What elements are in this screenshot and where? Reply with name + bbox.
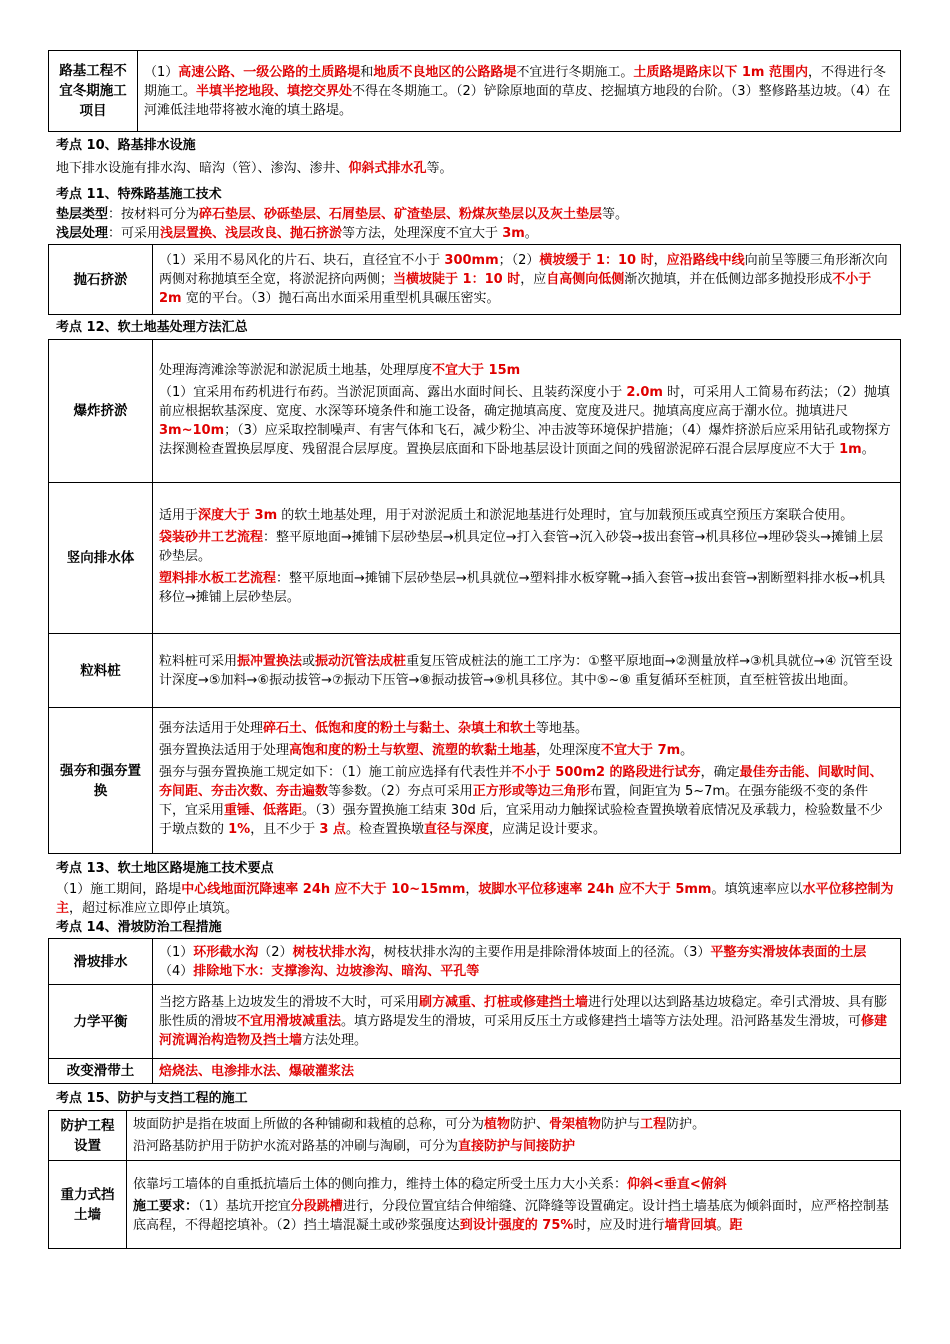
- protection-setting-content: 坡面防护是指在坡面上所做的各种铺砌和栽植的总称，可分为植物防护、骨架植物防护与工程防护。 沿河路基防护用于防护水流对路基的冲刷与淘刷，可分为直接防护与间接防护: [127, 1111, 901, 1161]
- mechanical-balance-label: 力学平衡: [49, 985, 153, 1059]
- winter-content: （1）高速公路、一级公路的土质路堤和地质不良地区的公路路堤不宜进行冬期施工。土质路堤路床以下 1m 范围内，不得进行冬期施工。半填半挖地段、填挖交界处不得在冬期施工。（2）铲除原地面的草皮、挖掘填方地段的台阶。（3）整修路基边坡。（4）在河滩低洼地带将被水淹的填土路堤。: [138, 51, 901, 132]
- blasting-content: 处理海湾滩涂等淤泥和淤泥质土地基，处理厚度不宜大于 15m （1）宜采用布药机进行布药。当淤泥顶面高、露出水面时间长、且装药深度小于 2.0m 时，可采用人工简易布药法；（2）抛填前应根据软基深度、宽度、水深等环境条件和施工设备，确定抛填高度、宽度及进尺。抛填高度应高于潮水位。抛填进尺 3m~10m；（3）应采取控制噪声、有害气体和飞石，减少粉尘、冲击波等环境保护措施；（4）爆炸挤淤后应采用钻孔或物探方法探测检查置换层厚度、残留混合层厚度。置换层底面和下卧地基层设计顶面之间的残留淤泥碎石混合层厚度应不大于 1m。: [153, 340, 901, 483]
- riprap-label: 抛石挤淤: [49, 245, 153, 315]
- protection-setting-label: 防护工程设置: [49, 1111, 127, 1161]
- section-title-10: 考点 10、路基排水设施: [56, 138, 196, 153]
- soft-soil-embankment-text: （1）施工期间，路堤中心线地面沉降速率 24h 应不大于 10~15mm，坡脚水平位移速率 24h 应不大于 5mm。填筑速率应以水平位移控制为主，超过标准应立即停止填筑。: [56, 882, 894, 916]
- dynamic-compaction-label: 强夯和强夯置换: [49, 708, 153, 854]
- dynamic-compaction-content: 强夯法适用于处理碎石土、低饱和度的粉土与黏土、杂填土和软土等地基。 强夯置换法适用于处理高饱和度的粉土与软塑、流塑的软黏土地基，处理深度不宜大于 7m。 强夯与强夯置换施工规定如下：（1）施工前应选择有代表性并不小于 500m2 的路段进行试夯，确定最佳夯击能、间歇时间、夯间距、夯击次数、夯击遍数等参数。（2）夯点可采用正方形或等边三角形布置，间距宜为 5~7m。在强夯能级不变的条件下，宜采用重锤、低落距。（3）强夯置换施工结束 30d 后，宜采用动力触探试验检查置换墩着底情况及承载力，检验数量不少于墩点数的 1%，且不少于 3 点。检查置换墩直径与深度，应满足设计要求。: [153, 708, 901, 854]
- winter-construction-table: [48, 50, 901, 132]
- granular-pile-content: 粒料桩可采用振冲置换法或振动沉管法成桩重复压管成桩法的施工工序为：①整平原地面→②测量放样→③机具就位→④ 沉管至设计深度→⑤加料→⑥振动拔管→⑦振动下压管→⑧振动拔管→⑨机具移位。其中⑤~⑧ 重复循环至桩顶，直至桩管拔出地面。: [153, 634, 901, 708]
- vertical-drain-content: 适用于深度大于 3m 的软土地基处理，用于对淤泥质土和淤泥地基进行处理时，宜与加载预压或真空预压方案联合使用。 袋装砂井工艺流程：整平原地面→摊铺下层砂垫层→机具定位→打入套管→沉入砂袋→拔出套管→机具移位→埋砂袋头→摊铺上层砂垫层。 塑料排水板工艺流程：整平原地面→摊铺下层砂垫层→机具就位→塑料排水板穿靴→插入套管→拔出套管→割断塑料排水板→机具移位→摊铺上层砂垫层。: [153, 483, 901, 634]
- shallow-treatment-text: 浅层处理：可采用浅层置换、浅层改良、抛石挤淤等方法，处理深度不宜大于 3m。: [56, 226, 538, 241]
- protection-table: [48, 1110, 901, 1249]
- landslide-drainage-content: （1）环形截水沟（2）树枝状排水沟，树枝状排水沟的主要作用是排除滑体坡面上的径流。（3）平整夯实滑坡体表面的土层（4）排除地下水：支撑渗沟、边坡渗沟、暗沟、平孔等: [153, 939, 901, 985]
- slip-zone-label: 改变滑带土: [49, 1059, 153, 1084]
- section-title-13: 考点 13、软土地区路堤施工技术要点: [56, 861, 274, 876]
- soft-soil-table: [48, 339, 901, 854]
- riprap-table: [48, 244, 901, 315]
- slip-zone-content: 焙烧法、电渗排水法、爆破灌浆法: [153, 1059, 901, 1084]
- cushion-types-text: 垫层类型：按材料可分为碎石垫层、砂砾垫层、石屑垫层、矿渣垫层、粉煤灰垫层以及灰土垫层等。: [56, 207, 629, 222]
- section-title-11: 考点 11、特殊路基施工技术: [56, 187, 222, 202]
- drainage-text: 地下排水设施有排水沟、暗沟（管）、渗沟、渗井、仰斜式排水孔等。: [56, 161, 453, 176]
- section-title-15: 考点 15、防护与支挡工程的施工: [56, 1091, 248, 1106]
- granular-pile-label: 粒料桩: [49, 634, 153, 708]
- section-title-14: 考点 14、滑坡防治工程措施: [56, 920, 222, 935]
- section-title-12: 考点 12、软土地基处理方法汇总: [56, 320, 248, 335]
- blasting-label: 爆炸挤淤: [49, 340, 153, 483]
- landslide-table: [48, 938, 901, 1084]
- gravity-wall-content: 依靠圬工墙体的自重抵抗墙后土体的侧向推力，维持土体的稳定所受土压力大小关系：仰斜<垂直<俯斜 施工要求：（1）基坑开挖宜分段跳槽进行，分段位置宜结合伸缩缝、沉降缝等设置确定。设计挡土墙基底为倾斜面时，应严格控制基底高程，不得超挖填补。（2）挡土墙混凝土或砂浆强度达到设计强度的 75%时，应及时进行墙背回填。距: [127, 1161, 901, 1249]
- landslide-drainage-label: 滑坡排水: [49, 939, 153, 985]
- mechanical-balance-content: 当挖方路基上边坡发生的滑坡不大时，可采用刷方减重、打桩或修建挡土墙进行处理以达到路基边坡稳定。牵引式滑坡、具有膨胀性质的滑坡不宜用滑坡减重法。填方路堤发生的滑坡，可采用反压土方或修建挡土墙等方法处理。沿河路基发生滑坡，可修建河流调治构造物及挡土墙方法处理。: [153, 985, 901, 1059]
- winter-label: 路基工程不宜冬期施工项目: [49, 51, 138, 132]
- riprap-content: （1）采用不易风化的片石、块石，直径宜不小于 300mm；（2）横坡缓于 1：10 时，应沿路线中线向前呈等腰三角形渐次向两侧对称抛填至全宽，将淤泥挤向两侧；当横坡陡于 1：10 时，应自高侧向低侧渐次抛填，并在低侧边部多抛投形成不小于 2m 宽的平台。（3）抛石高出水面采用重型机具碾压密实。: [153, 245, 901, 315]
- vertical-drain-label: 竖向排水体: [49, 483, 153, 634]
- gravity-wall-label: 重力式挡土墙: [49, 1161, 127, 1249]
